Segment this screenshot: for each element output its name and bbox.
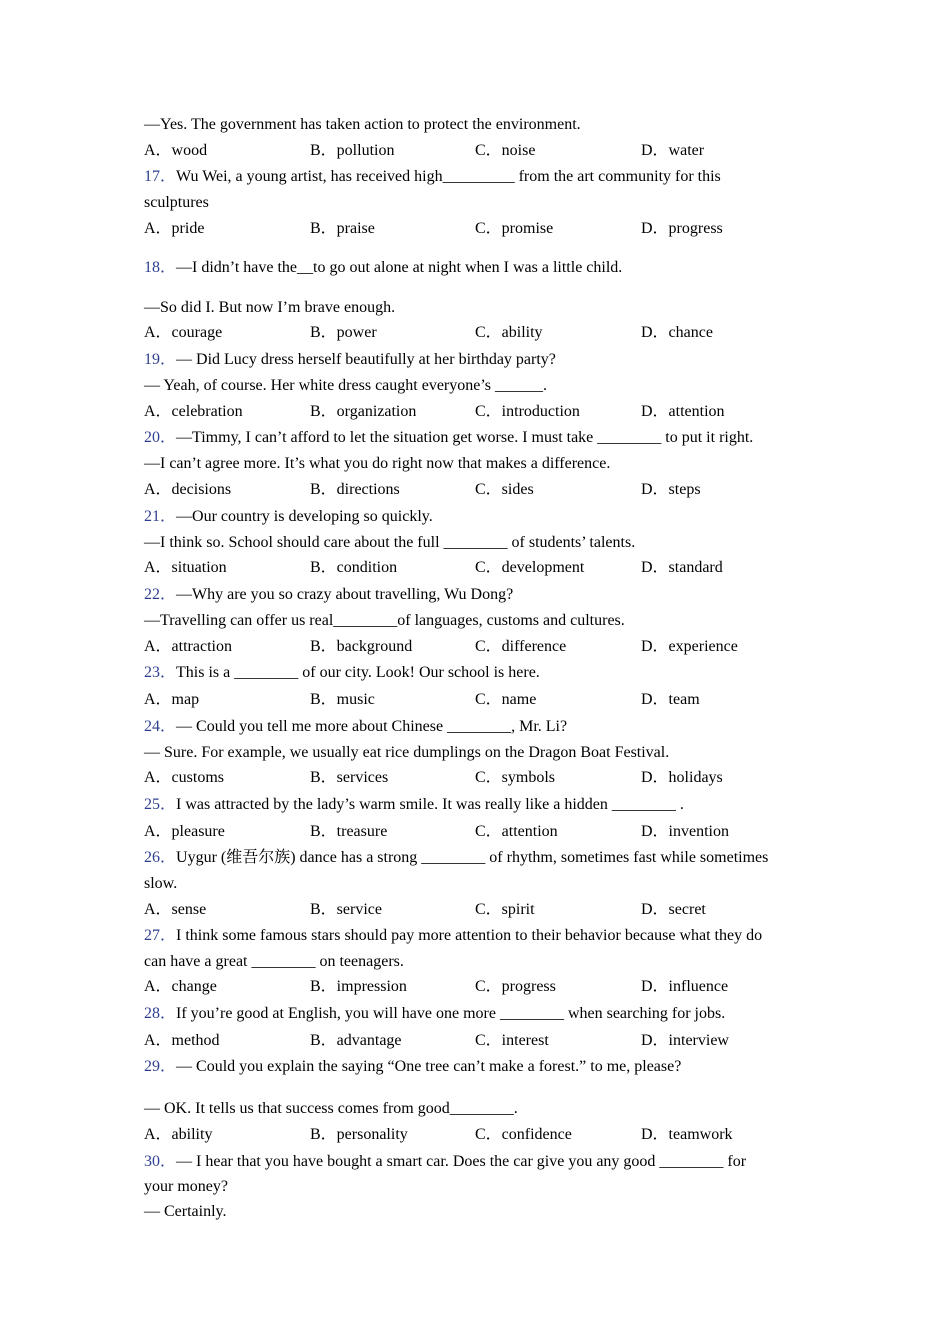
option-a[interactable]: A．change — [144, 978, 217, 995]
option-d[interactable]: D．attention — [641, 403, 725, 420]
question-30-reply: — Certainly. — [144, 1203, 227, 1220]
question-text: — Did Lucy dress herself beautifully at her birthday party? — [176, 351, 556, 368]
option-b[interactable]: B．impression — [310, 978, 407, 995]
option-a[interactable]: A．courage — [144, 324, 223, 341]
option-a[interactable]: A．map — [144, 691, 200, 708]
option-d[interactable]: D．water — [641, 142, 705, 159]
question-17-continued: sculptures — [144, 194, 209, 211]
option-a[interactable]: A．customs — [144, 769, 225, 786]
option-c[interactable]: C．difference — [475, 638, 567, 655]
question-number: 28． — [144, 1005, 177, 1022]
question-21 — [144, 507, 433, 527]
option-d[interactable]: D．interview — [641, 1032, 729, 1049]
option-b[interactable]: B．praise — [310, 220, 375, 237]
option-a[interactable]: A．method — [144, 1032, 220, 1049]
question-text: —I didn’t have the__to go out alone at night when I was a little child. — [176, 259, 623, 276]
question-29 — [144, 1057, 681, 1077]
question-29-reply: — OK. It tells us that success comes from good________. — [144, 1100, 518, 1117]
option-a[interactable]: A．situation — [144, 559, 227, 576]
question-text: — I hear that you have bought a smart car. Does the car give you any good ________ for — [176, 1153, 747, 1170]
question-27 — [144, 926, 762, 946]
question-24 — [144, 717, 567, 737]
question-number: 21． — [144, 508, 177, 525]
option-c[interactable]: C．promise — [475, 220, 554, 237]
option-c[interactable]: C．spirit — [475, 901, 535, 918]
question-27-continued: can have a great ________ on teenagers. — [144, 953, 404, 970]
option-b[interactable]: B．organization — [310, 403, 417, 420]
question-text: Wu Wei, a young artist, has received high_________ from the art community for this — [176, 168, 721, 185]
question-text: —Timmy, I can’t afford to let the situation get worse. I must take ________ to put it right. — [176, 429, 754, 446]
question-text: — Could you explain the saying “One tree can’t make a forest.” to me, please? — [176, 1058, 682, 1075]
option-d[interactable]: D．experience — [641, 638, 738, 655]
option-a[interactable]: A．wood — [144, 142, 208, 159]
option-d[interactable]: D．standard — [641, 559, 723, 576]
question-number: 24． — [144, 718, 177, 735]
option-a[interactable]: A．ability — [144, 1126, 213, 1143]
option-a[interactable]: A．attraction — [144, 638, 232, 655]
question-21-reply: —I think so. School should care about the full ________ of students’ talents. — [144, 534, 636, 551]
option-b[interactable]: B．directions — [310, 481, 400, 498]
option-a[interactable]: A．decisions — [144, 481, 232, 498]
question-number: 25． — [144, 796, 177, 813]
question-text: —Our country is developing so quickly. — [176, 508, 433, 525]
option-d[interactable]: D．steps — [641, 481, 701, 498]
option-c[interactable]: C．ability — [475, 324, 543, 341]
option-d[interactable]: D．holidays — [641, 769, 723, 786]
question-number: 20． — [144, 429, 177, 446]
option-b[interactable]: B．services — [310, 769, 389, 786]
question-text: —Why are you so crazy about travelling, Wu Dong? — [176, 586, 514, 603]
question-26 — [144, 848, 768, 868]
question-22-reply: —Travelling can offer us real________of languages, customs and cultures. — [144, 612, 625, 629]
question-text: — Could you tell me more about Chinese ________, Mr. Li? — [176, 718, 568, 735]
option-c[interactable]: C．noise — [475, 142, 536, 159]
option-c[interactable]: C．symbols — [475, 769, 556, 786]
option-b[interactable]: B．condition — [310, 559, 398, 576]
question-28 — [144, 1004, 725, 1024]
option-d[interactable]: D．team — [641, 691, 700, 708]
option-b[interactable]: B．service — [310, 901, 382, 918]
question-text: I was attracted by the lady’s warm smile. It was really like a hidden ________ . — [176, 796, 684, 813]
option-c[interactable]: C．name — [475, 691, 537, 708]
question-23 — [144, 663, 540, 683]
question-number: 30． — [144, 1153, 177, 1170]
question-text: Uygur (维吾尔族) dance has a strong ________ of rhythm, sometimes fast while sometimes — [176, 849, 769, 866]
question-18 — [144, 258, 622, 278]
question-19 — [144, 350, 556, 370]
question-18-reply: —So did I. But now I’m brave enough. — [144, 299, 396, 316]
option-c[interactable]: C．development — [475, 559, 585, 576]
option-a[interactable]: A．celebration — [144, 403, 243, 420]
option-d[interactable]: D．secret — [641, 901, 706, 918]
question-30-continued: your money? — [144, 1178, 228, 1195]
question-19-reply: — Yeah, of course. Her white dress caught everyone’s ______. — [144, 377, 548, 394]
question-22 — [144, 585, 513, 605]
question-number: 23． — [144, 664, 177, 681]
question-number: 29． — [144, 1058, 177, 1075]
question-number: 18． — [144, 259, 177, 276]
question-number: 26． — [144, 849, 177, 866]
question-number: 22． — [144, 586, 177, 603]
question-text: I think some famous stars should pay more attention to their behavior because what they do — [176, 927, 763, 944]
option-b[interactable]: B．power — [310, 324, 377, 341]
option-b[interactable]: B．advantage — [310, 1032, 402, 1049]
question-number: 17． — [144, 168, 177, 185]
option-c[interactable]: C．progress — [475, 978, 556, 995]
question-number: 19． — [144, 351, 177, 368]
option-c[interactable]: C．confidence — [475, 1126, 572, 1143]
option-c[interactable]: C．interest — [475, 1032, 549, 1049]
question-text: If you’re good at English, you will have one more ________ when searching for jobs. — [176, 1005, 726, 1022]
option-d[interactable]: D．influence — [641, 978, 729, 995]
option-c[interactable]: C．sides — [475, 481, 534, 498]
question-20-reply: —I can’t agree more. It’s what you do right now that makes a difference. — [144, 455, 611, 472]
option-c[interactable]: C．attention — [475, 823, 558, 840]
question-20 — [144, 428, 753, 448]
question-30 — [144, 1152, 746, 1172]
question-17 — [144, 167, 721, 187]
option-b[interactable]: B．background — [310, 638, 413, 655]
option-d[interactable]: D．chance — [641, 324, 713, 341]
option-a[interactable]: A．pleasure — [144, 823, 225, 840]
prev-question-reply: —Yes. The government has taken action to protect the environment. — [144, 116, 581, 133]
option-b[interactable]: B．music — [310, 691, 375, 708]
option-b[interactable]: B．treasure — [310, 823, 388, 840]
option-b[interactable]: B．personality — [310, 1126, 408, 1143]
question-26-continued: slow. — [144, 875, 178, 892]
question-text: This is a ________ of our city. Look! Our school is here. — [176, 664, 540, 681]
question-24-reply: — Sure. For example, we usually eat rice dumplings on the Dragon Boat Festival. — [144, 744, 670, 761]
option-a[interactable]: A．sense — [144, 901, 207, 918]
question-number: 27． — [144, 927, 177, 944]
question-25 — [144, 795, 684, 815]
option-a[interactable]: A．pride — [144, 220, 205, 237]
option-c[interactable]: C．introduction — [475, 403, 580, 420]
option-d[interactable]: D．invention — [641, 823, 729, 840]
option-b[interactable]: B．pollution — [310, 142, 395, 159]
option-d[interactable]: D．progress — [641, 220, 723, 237]
option-d[interactable]: D．teamwork — [641, 1126, 733, 1143]
